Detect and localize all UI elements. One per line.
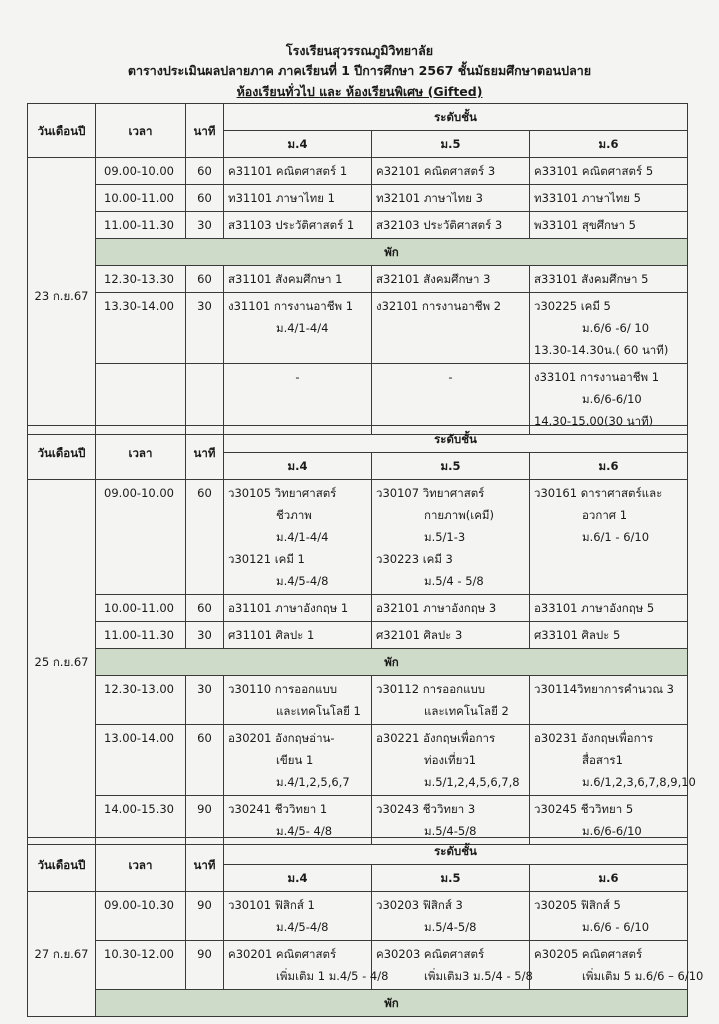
subject-line: ม.4/1-4/4	[276, 321, 329, 335]
grade-m4-header: ม.4	[224, 453, 372, 480]
subject-line: ง32101 การงานอาชีพ 2	[376, 299, 502, 313]
minutes-cell	[186, 364, 224, 435]
subject-cell-m5	[372, 185, 530, 212]
grade-m5-header: ม.5	[372, 865, 530, 892]
subject-line: ท31101 ภาษาไทย 1	[228, 191, 335, 205]
subject-line: ศ32101 ศิลปะ 3	[376, 628, 463, 642]
schedule-subtitle: ตารางประเมินผลปลายภาค ภาคเรียนที่ 1 ปีการศึกษา 2567 ชั้นมัธยมศึกษาตอนปลาย	[127, 63, 592, 78]
subject-line: ว30203 ฟิสิกส์ 3	[376, 898, 463, 912]
subject-line: อ30231 อังกฤษเพื่อการ	[534, 731, 654, 745]
subject-line: ว30101 ฟิสิกส์ 1	[228, 898, 315, 912]
subject-line: ส31103 ประวัติศาสตร์ 1	[228, 218, 355, 232]
subject-cell-m6	[530, 941, 704, 990]
subject-line: ว30243 ชีววิทยา 3	[376, 802, 476, 816]
time-cell: 09.00-10.30	[96, 892, 186, 941]
level-header: ระดับชั้น	[224, 838, 688, 865]
subject-line: ว30241 ชีววิทยา 1	[228, 802, 328, 816]
time-cell: 11.00-11.30	[96, 212, 186, 239]
time-cell: 09.00-10.00	[96, 158, 186, 185]
subject-cell-m6	[530, 158, 688, 185]
subject-line: อวกาศ 1	[582, 508, 628, 522]
subject-line: ม.6/6 -6/ 10	[582, 321, 650, 335]
subject-line: เพิ่มเติม 5 ม.6/6 – 6/10	[582, 969, 704, 983]
subject-line: ม.6/1,2,3,6,7,8,9,10	[582, 775, 696, 789]
minutes-cell: 90	[186, 892, 224, 941]
subject-cell-m4	[224, 364, 372, 435]
subject-line: เพิ่มเติม 1 ม.4/5 - 4/8	[276, 969, 389, 983]
level-header: ระดับชั้น	[224, 104, 688, 131]
subject-cell-m4	[224, 212, 372, 239]
minutes-cell: 60	[186, 725, 224, 796]
subject-cell-m4	[224, 622, 372, 649]
subject-cell-m5	[372, 158, 530, 185]
minutes-cell: 90	[186, 796, 224, 845]
date-cell: 23 ก.ย.67	[28, 158, 96, 435]
subject-line: ว30112 การออกแบบ	[376, 682, 486, 696]
subject-line: ศ33101 ศิลปะ 5	[534, 628, 621, 642]
time-header: เวลา	[96, 838, 186, 892]
subject-cell-m5	[372, 725, 530, 796]
subject-line: ม.6/1 - 6/10	[582, 530, 650, 544]
subject-line: ม.6/6-6/10	[582, 824, 642, 838]
table-row	[28, 293, 688, 364]
subject-line: ค30205 คณิตศาสตร์	[534, 947, 643, 961]
subject-line: ม.5/4 - 5/8	[424, 574, 484, 588]
subject-line: ง33101 การงานอาชีพ 1	[534, 370, 660, 384]
subject-line: ง31101 การงานอาชีพ 1	[228, 299, 354, 313]
time-header: เวลา	[96, 104, 186, 158]
grade-m5-header: ม.5	[372, 453, 530, 480]
minutes-cell: 60	[186, 480, 224, 595]
subject-cell-m6	[530, 364, 688, 435]
subject-cell-m5	[372, 622, 530, 649]
subject-line: ม.5/1-3	[424, 530, 466, 544]
subject-line: และเทคโนโลยี 1	[276, 704, 361, 718]
subject-line: เพิ่มเติม3 ม.5/4 - 5/8	[424, 969, 533, 983]
subject-line: และเทคโนโลยี 2	[424, 704, 509, 718]
subject-line: เขียน 1	[276, 753, 314, 767]
level-header: ระดับชั้น	[224, 426, 688, 453]
subject-line: ส33101 สังคมศึกษา 5	[534, 272, 649, 286]
table-row	[28, 364, 688, 435]
subject-line: สื่อสาร1	[582, 753, 623, 767]
subject-line: ม.4/5- 4/8	[276, 824, 333, 838]
subject-cell-m6	[530, 595, 688, 622]
subject-cell-m4	[224, 266, 372, 293]
subject-cell-m5	[372, 595, 530, 622]
subject-cell-m6	[530, 480, 688, 595]
rooms-title: ห้องเรียนทั่วไป และ ห้องเรียนพิเศษ (Gifted)	[236, 84, 483, 99]
subject-line: ม.5/4-5/8	[424, 920, 477, 934]
date-cell: 27 ก.ย.67	[28, 892, 96, 1017]
subject-line: ม.4/1-4/4	[276, 530, 329, 544]
subject-line: ว30223 เคมี 3	[376, 552, 453, 566]
subject-cell-m5	[372, 364, 530, 435]
table-row	[28, 212, 688, 239]
subject-line: ศ31101 ศิลปะ 1	[228, 628, 315, 642]
grade-m6-header: ม.6	[530, 865, 688, 892]
grade-m4-header: ม.4	[224, 131, 372, 158]
subject-line: ท่องเที่ยว1	[424, 753, 477, 767]
time-cell: 13.00-14.00	[96, 725, 186, 796]
subject-line: ชีวภาพ	[276, 508, 312, 522]
grade-m5-header: ม.5	[372, 131, 530, 158]
subject-line: 13.30-14.30น.( 60 นาที)	[534, 343, 669, 357]
subject-cell-m6	[530, 212, 688, 239]
subject-line: กายภาพ(เคมี)	[424, 508, 494, 522]
subject-line: ว30107 วิทยาศาสตร์	[376, 486, 485, 500]
subject-cell-m4	[224, 158, 372, 185]
subject-line: ค30203 คณิตศาสตร์	[376, 947, 485, 961]
minutes-cell: 30	[186, 293, 224, 364]
time-cell	[96, 364, 186, 435]
subject-line: 14.30-15.00(30 นาที)	[534, 414, 654, 428]
subject-cell-m5	[372, 293, 530, 364]
subject-line: อ32101 ภาษาอังกฤษ 3	[376, 601, 497, 615]
subject-cell-m4	[224, 725, 372, 796]
subject-line: ม.4/1,2,5,6,7	[276, 775, 350, 789]
subject-cell-m6	[530, 622, 688, 649]
subject-line: อ31101 ภาษาอังกฤษ 1	[228, 601, 349, 615]
subject-line: ส32101 สังคมศึกษา 3	[376, 272, 491, 286]
subject-cell-m5	[372, 941, 533, 990]
time-cell: 10.00-11.00	[96, 185, 186, 212]
subject-cell-m4	[224, 892, 372, 941]
subject-line: พ33101 สุขศึกษา 5	[534, 218, 636, 232]
table-row	[28, 480, 688, 595]
table-row	[28, 941, 688, 990]
time-cell: 12.30-13.00	[96, 676, 186, 725]
break-row	[28, 990, 688, 1017]
subject-cell-m5	[372, 676, 530, 725]
time-cell: 10.00-11.00	[96, 595, 186, 622]
subject-line: ท32101 ภาษาไทย 3	[376, 191, 483, 205]
subject-line: ว30245 ชีววิทยา 5	[534, 802, 634, 816]
subject-cell-m4	[224, 941, 389, 990]
subject-line: ม.4/5-4/8	[276, 920, 329, 934]
minutes-header: นาที	[186, 426, 224, 480]
subject-line: -	[448, 370, 453, 384]
subject-line: ค32101 คณิตศาสตร์ 3	[376, 164, 496, 178]
time-cell: 14.00-15.30	[96, 796, 186, 845]
subject-line: ค31101 คณิตศาสตร์ 1	[228, 164, 348, 178]
time-cell: 11.00-11.30	[96, 622, 186, 649]
break-row	[28, 649, 688, 676]
date-cell: 25 ก.ย.67	[28, 480, 96, 845]
time-cell: 09.00-10.00	[96, 480, 186, 595]
grade-m6-header: ม.6	[530, 131, 688, 158]
table-row	[28, 158, 688, 185]
subject-cell-m6	[530, 293, 688, 364]
subject-cell-m5	[372, 480, 530, 595]
table-row	[28, 595, 688, 622]
subject-line: ว30121 เคมี 1	[228, 552, 305, 566]
grade-m4-header: ม.4	[224, 865, 372, 892]
subject-cell-m6	[530, 725, 696, 796]
subject-cell-m4	[224, 676, 372, 725]
subject-line: ค30201 คณิตศาสตร์	[228, 947, 337, 961]
date-header: วันเดือนปี	[28, 838, 96, 892]
minutes-cell: 90	[186, 941, 224, 990]
subject-line: ว30205 ฟิสิกส์ 5	[534, 898, 621, 912]
subject-line: ม.6/6 - 6/10	[582, 920, 650, 934]
minutes-header: นาที	[186, 104, 224, 158]
time-header: เวลา	[96, 426, 186, 480]
schedule-table-day-1	[27, 103, 688, 435]
minutes-cell: 60	[186, 595, 224, 622]
subject-line: -	[295, 370, 300, 384]
subject-cell-m4	[224, 595, 372, 622]
subject-line: ว30105 วิทยาศาสตร์	[228, 486, 337, 500]
subject-line: ค33101 คณิตศาสตร์ 5	[534, 164, 654, 178]
schedule-table-day-3	[27, 837, 704, 1017]
subject-cell-m5	[372, 892, 530, 941]
subject-line: ม.6/6-6/10	[582, 392, 642, 406]
subject-line: ส32103 ประวัติศาสตร์ 3	[376, 218, 503, 232]
subject-cell-m5	[372, 212, 530, 239]
table-row	[28, 725, 688, 796]
date-header: วันเดือนปี	[28, 104, 96, 158]
break-label: พัก	[96, 649, 688, 676]
subject-cell-m6	[530, 266, 688, 293]
break-row	[28, 239, 688, 266]
break-label: พัก	[96, 239, 688, 266]
subject-line: ว30161 ดาราศาสตร์และ	[534, 486, 663, 500]
schedule-table-day-2	[27, 425, 696, 845]
subject-cell-m6	[530, 892, 688, 941]
minutes-cell: 30	[186, 622, 224, 649]
date-header: วันเดือนปี	[28, 426, 96, 480]
grade-m6-header: ม.6	[530, 453, 688, 480]
subject-line: ท33101 ภาษาไทย 5	[534, 191, 641, 205]
table-row	[28, 622, 688, 649]
minutes-cell: 60	[186, 266, 224, 293]
table-row	[28, 185, 688, 212]
subject-line: อ30221 อังกฤษเพื่อการ	[376, 731, 496, 745]
subject-line: ส31101 สังคมศึกษา 1	[228, 272, 343, 286]
subject-line: อ33101 ภาษาอังกฤษ 5	[534, 601, 655, 615]
table-row	[28, 266, 688, 293]
subject-line: ม.5/1,2,4,5,6,7,8	[424, 775, 520, 789]
subject-cell-m5	[372, 266, 530, 293]
minutes-cell: 30	[186, 212, 224, 239]
subject-line: ม.5/4-5/8	[424, 824, 477, 838]
table-row	[28, 892, 688, 941]
subject-line: ว30225 เคมี 5	[534, 299, 611, 313]
table-row	[28, 676, 688, 725]
time-cell: 13.30-14.00	[96, 293, 186, 364]
subject-cell-m4	[224, 185, 372, 212]
subject-line: อ30201 อังกฤษอ่าน-	[228, 731, 335, 745]
subject-cell-m4	[224, 293, 372, 364]
subject-cell-m6	[530, 185, 688, 212]
minutes-cell: 60	[186, 185, 224, 212]
subject-line: ม.4/5-4/8	[276, 574, 329, 588]
subject-cell-m4	[224, 480, 372, 595]
minutes-cell: 60	[186, 158, 224, 185]
time-cell: 10.30-12.00	[96, 941, 186, 990]
subject-cell-m6	[530, 676, 688, 725]
subject-line: ว30114วิทยาการคำนวณ 3	[534, 682, 674, 696]
school-name: โรงเรียนสุวรรณภูมิวิทยาลัย	[285, 43, 434, 58]
subject-line: ว30110 การออกแบบ	[228, 682, 338, 696]
minutes-header: นาที	[186, 838, 224, 892]
minutes-cell: 30	[186, 676, 224, 725]
break-label: พัก	[96, 990, 688, 1017]
time-cell: 12.30-13.30	[96, 266, 186, 293]
